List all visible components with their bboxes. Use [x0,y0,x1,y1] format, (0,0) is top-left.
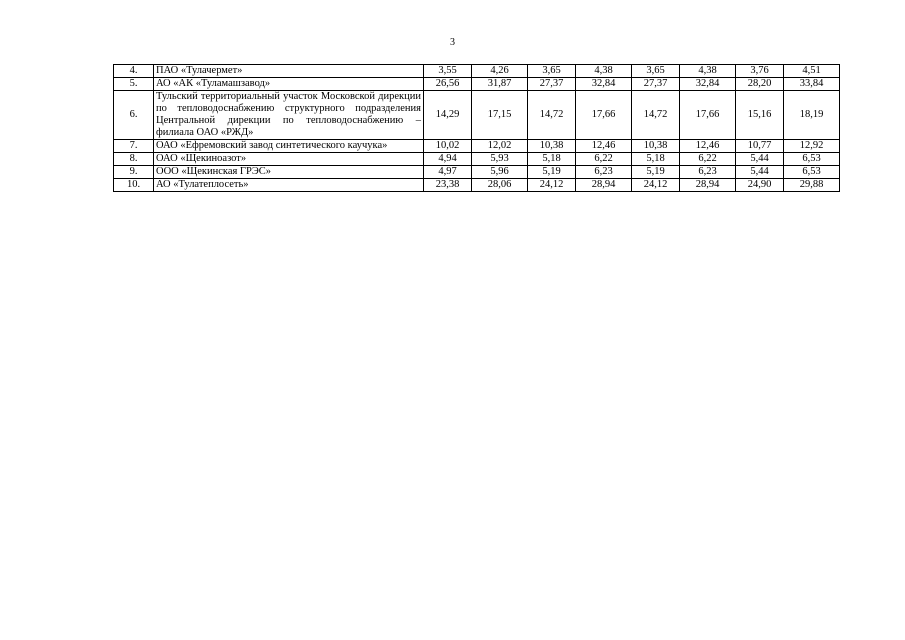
tariff-value: 4,38 [680,65,736,78]
tariff-value: 12,92 [784,140,840,153]
tariff-value: 32,84 [576,78,632,91]
tariff-value: 5,19 [632,166,680,179]
tariff-value: 5,18 [632,153,680,166]
tariff-value: 4,26 [472,65,528,78]
table-row [114,140,840,153]
organization-name: ООО «Щекинская ГРЭС» [154,166,424,179]
tariff-value: 10,38 [632,140,680,153]
organization-name: Тульский территориальный участок Московской дирекции по тепловодоснабжению структурного подразделения Центральной дирекции по тепловодоснабжению – филиала ОАО «РЖД» [154,91,424,140]
row-number: 9. [114,166,154,179]
tariff-value: 10,02 [424,140,472,153]
table-row [114,153,840,166]
tariff-value: 14,72 [632,91,680,140]
tariff-value: 6,53 [784,153,840,166]
tariff-value: 6,22 [680,153,736,166]
tariff-value: 12,02 [472,140,528,153]
tariff-value: 28,94 [680,179,736,192]
organization-name: АО «АК «Туламашзавод» [154,78,424,91]
tariff-value: 15,16 [736,91,784,140]
tariff-value: 24,12 [632,179,680,192]
row-number: 8. [114,153,154,166]
tariff-value: 10,38 [528,140,576,153]
tariff-value: 4,97 [424,166,472,179]
tariff-value: 27,37 [528,78,576,91]
tariff-table [113,64,840,192]
tariff-value: 5,96 [472,166,528,179]
tariff-value: 12,46 [576,140,632,153]
tariff-value: 17,66 [576,91,632,140]
tariff-value: 5,44 [736,166,784,179]
table-row [114,65,840,78]
table-row [114,91,840,140]
tariff-value: 31,87 [472,78,528,91]
row-number: 10. [114,179,154,192]
tariff-value: 4,94 [424,153,472,166]
tariff-value: 24,12 [528,179,576,192]
tariff-value: 28,06 [472,179,528,192]
table-row [114,179,840,192]
tariff-value: 3,55 [424,65,472,78]
tariff-value: 4,38 [576,65,632,78]
tariff-value: 3,65 [528,65,576,78]
organization-name: ОАО «Ефремовский завод синтетического каучука» [154,140,424,153]
tariff-value: 4,51 [784,65,840,78]
table-row [114,78,840,91]
table-row [114,166,840,179]
tariff-value: 6,22 [576,153,632,166]
tariff-value: 24,90 [736,179,784,192]
row-number: 5. [114,78,154,91]
organization-name: ОАО «Щекиноазот» [154,153,424,166]
row-number: 4. [114,65,154,78]
tariff-value: 23,38 [424,179,472,192]
organization-name: АО «Тулатеплосеть» [154,179,424,192]
tariff-value: 32,84 [680,78,736,91]
row-number: 6. [114,91,154,140]
tariff-value: 28,20 [736,78,784,91]
tariff-value: 10,77 [736,140,784,153]
tariff-value: 29,88 [784,179,840,192]
tariff-value: 6,23 [680,166,736,179]
tariff-value: 5,93 [472,153,528,166]
organization-name: ПАО «Тулачермет» [154,65,424,78]
tariff-value: 17,66 [680,91,736,140]
tariff-value: 6,23 [576,166,632,179]
tariff-value: 12,46 [680,140,736,153]
tariff-value: 27,37 [632,78,680,91]
tariff-value: 5,18 [528,153,576,166]
tariff-value: 6,53 [784,166,840,179]
tariff-value: 33,84 [784,78,840,91]
tariff-value: 17,15 [472,91,528,140]
tariff-value: 18,19 [784,91,840,140]
tariff-value: 3,65 [632,65,680,78]
tariff-value: 26,56 [424,78,472,91]
page-number: 3 [450,37,455,48]
tariff-value: 5,44 [736,153,784,166]
tariff-value: 14,29 [424,91,472,140]
tariff-value: 5,19 [528,166,576,179]
tariff-value: 14,72 [528,91,576,140]
tariff-value: 3,76 [736,65,784,78]
tariff-value: 28,94 [576,179,632,192]
row-number: 7. [114,140,154,153]
